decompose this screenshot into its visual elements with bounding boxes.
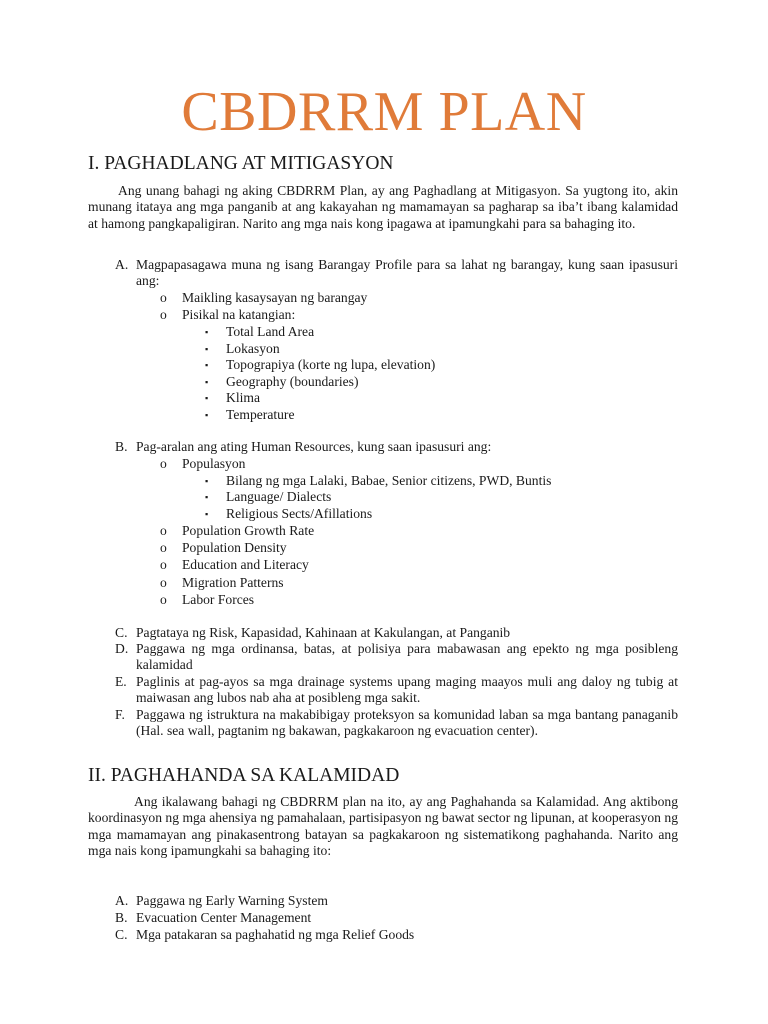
list-item: Religious Sects/Afillations xyxy=(226,506,373,521)
item-d-text: Paggawa ng mga ordinansa, batas, at polisiya para mabawasan ang epekto ng mga posibleng kalamidad xyxy=(136,641,678,673)
list-item: Topograpiya (korte ng lupa, elevation) xyxy=(226,357,436,372)
item-c-marker: C. xyxy=(115,625,128,640)
list-item: Pisikal na katangian: xyxy=(182,307,296,322)
item-e-text: Paglinis at pag-ayos sa mga drainage systems upang maging maayos muli ang daloy ng tubig at maiwasan ang lubos nab aha at posibleng mga sakit. xyxy=(136,674,678,706)
item-b-marker: B. xyxy=(115,439,128,454)
item-f-text: Paggawa ng istruktura na makabibigay proteksyon sa komunidad laban sa mga bantang panaganib (Hal. sea wall, pagtanim ng bakawan, pagkakaroon ng evacuation center). xyxy=(136,707,678,739)
section2-intro: Ang ikalawang bahagi ng CBDRRM plan na ito, ay ang Paghahanda sa Kalamidad. Ang aktibong koordinasyon ng mga ahensiya ng pamahalaan, partisipasyon ng bawat sector ng lipunan, at kooperasyon ng mga mamamayan ang pinakasentrong batayan sa pagkakaroon ng sistematikong paghahanda. Narito ang mga nais kong ipamungkahi sa bahaging ito: xyxy=(88,794,678,859)
list-marker-circle: o xyxy=(160,456,167,471)
list-item: Language/ Dialects xyxy=(226,489,332,504)
list-item: Population Density xyxy=(182,540,287,555)
item-c-marker: C. xyxy=(115,927,128,942)
square-bullet-icon: ▪ xyxy=(205,509,209,519)
list-marker-circle: o xyxy=(160,523,167,538)
list-item: Populasyon xyxy=(182,456,246,471)
item-c-text: Pagtataya ng Risk, Kapasidad, Kahinaan at Kakulangan, at Panganib xyxy=(136,625,511,640)
list-item: Paggawa ng Early Warning System xyxy=(136,893,328,908)
list-item: Total Land Area xyxy=(226,324,315,339)
section1-heading: I. PAGHADLANG AT MITIGASYON xyxy=(88,153,394,174)
item-e-marker: E. xyxy=(115,674,127,689)
square-bullet-icon: ▪ xyxy=(205,393,209,403)
item-a-text: Magpapasagawa muna ng isang Barangay Profile para sa lahat ng barangay, kung saan ipasusuri ang: xyxy=(136,257,678,289)
square-bullet-icon: ▪ xyxy=(205,492,209,502)
list-marker-circle: o xyxy=(160,575,167,590)
list-marker-circle: o xyxy=(160,557,167,572)
list-item: Temperature xyxy=(226,407,295,422)
section1-intro: Ang unang bahagi ng aking CBDRRM Plan, ay ang Paghadlang at Mitigasyon. Sa yugtong ito, akin munang itataya ang mga panganib at ang kakayahan ng mamamayan sa pagharap sa iba’t ibang kalamidad at hamong pangkapaligiran. Narito ang mga nais kong ipagawa at ipamungkahi para sa bahaging ito. xyxy=(88,183,678,231)
item-b-text: Pag-aralan ang ating Human Resources, kung saan ipasusuri ang: xyxy=(136,439,492,454)
list-marker-circle: o xyxy=(160,290,167,305)
item-b-marker: B. xyxy=(115,910,128,925)
square-bullet-icon: ▪ xyxy=(205,377,209,387)
section2-heading: II. PAGHAHANDA SA KALAMIDAD xyxy=(88,765,400,786)
list-item: Geography (boundaries) xyxy=(226,374,359,389)
document-title: CBDRRM PLAN xyxy=(181,81,587,143)
list-item: Bilang ng mga Lalaki, Babae, Senior citizens, PWD, Buntis xyxy=(226,473,552,488)
list-item: Migration Patterns xyxy=(182,575,284,590)
square-bullet-icon: ▪ xyxy=(205,327,209,337)
list-marker-circle: o xyxy=(160,540,167,555)
list-marker-circle: o xyxy=(160,307,167,322)
list-item: Mga patakaran sa paghahatid ng mga Relief Goods xyxy=(136,927,415,942)
item-f-marker: F. xyxy=(115,707,125,722)
list-item: Population Growth Rate xyxy=(182,523,315,538)
square-bullet-icon: ▪ xyxy=(205,476,209,486)
list-item: Evacuation Center Management xyxy=(136,910,312,925)
list-item: Labor Forces xyxy=(182,592,255,607)
square-bullet-icon: ▪ xyxy=(205,360,209,370)
list-marker-circle: o xyxy=(160,592,167,607)
list-item: Lokasyon xyxy=(226,341,280,356)
list-item: Maikling kasaysayan ng barangay xyxy=(182,290,368,305)
square-bullet-icon: ▪ xyxy=(205,344,209,354)
list-item: Education and Literacy xyxy=(182,557,309,572)
list-item: Klima xyxy=(226,390,260,405)
item-a-marker: A. xyxy=(115,893,129,908)
item-d-marker: D. xyxy=(115,641,129,656)
item-a-marker: A. xyxy=(115,257,129,272)
square-bullet-icon: ▪ xyxy=(205,410,209,420)
